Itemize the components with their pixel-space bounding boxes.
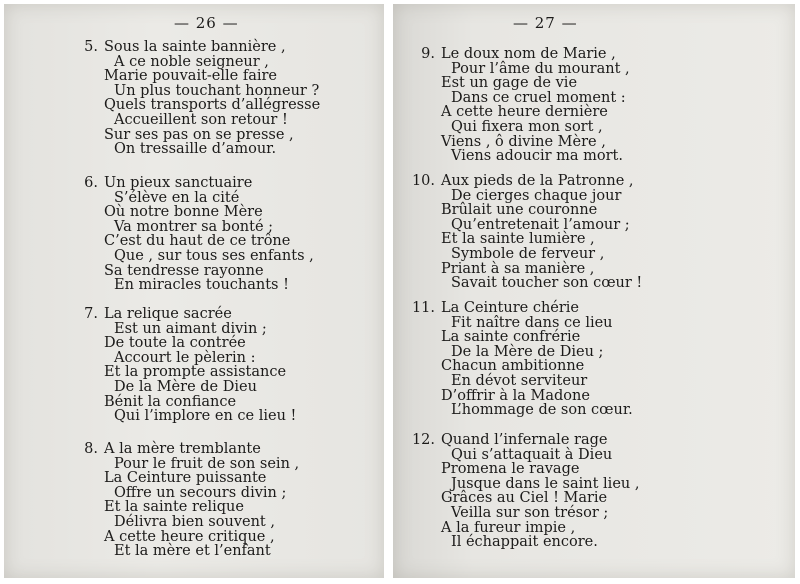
verse-line: Viens adoucir ma mort. (451, 148, 623, 165)
verse-line: Sous la sainte bannière , (104, 39, 286, 55)
verse-line: Que , sur tous ses enfants , (114, 247, 314, 264)
verse-line: Est un aimant divin ; (114, 320, 267, 337)
verse-line: De toute la contrée (104, 335, 246, 352)
stanza-number: 5. (84, 39, 98, 55)
verse-line: La Ceinture puissante (104, 470, 267, 487)
left-page (4, 4, 384, 578)
stanza-number: 9. (421, 46, 435, 62)
verse-line: C’est du haut de ce trône (104, 233, 291, 250)
verse-line: L’hommage de son cœur. (451, 402, 633, 419)
verse-line: Savait toucher son cœur ! (451, 275, 643, 292)
verse-line: Où notre bonne Mère (104, 204, 263, 221)
verse-line: Qui s’attaquait à Dieu (451, 446, 613, 463)
verse-line: Marie pouvait-elle faire (104, 68, 278, 85)
verse-line: En dévot serviteur (451, 372, 588, 389)
verse-line: Et la mère et l’enfant (114, 543, 271, 560)
stanza-lines (441, 47, 630, 164)
verse-line: Veilla sur son trésor ; (451, 504, 609, 521)
stanza-number: 6. (84, 175, 98, 191)
verse-line: A cette heure dernière (441, 104, 608, 121)
verse-line: De la Mère de Dieu ; (451, 343, 604, 360)
verse-line: Et la sainte relique (104, 499, 244, 516)
page-number-right: — 27 — (513, 14, 578, 32)
verse-line: Viens , ô divine Mère , (441, 133, 606, 150)
verse-line: Qu’entretenait l’amour ; (451, 216, 630, 233)
verse-line: Sur ses pas on se presse , (104, 126, 294, 143)
verse-line: Grâces au Ciel ! Marie (441, 490, 608, 507)
verse-line: Accueillent son retour ! (114, 111, 288, 128)
verse-line: La relique sacrée (104, 306, 232, 322)
stanza-lines (104, 40, 320, 157)
page-number-left: — 26 — (174, 14, 239, 32)
verse-line: Délivra bien souvent , (114, 513, 275, 530)
stanza-number: 12. (411, 432, 435, 448)
verse-line: Aux pieds de la Patronne , (441, 173, 634, 189)
verse-line: Offre un secours divin ; (114, 484, 287, 501)
stanza-number: 10. (411, 173, 435, 189)
verse-line: De cierges chaque jour (451, 187, 622, 204)
stanza-lines (104, 442, 299, 559)
stanza-lines (441, 174, 642, 291)
verse-line: Pour le fruit de son sein , (114, 455, 300, 472)
verse-line: La Ceinture chérie (441, 300, 580, 316)
verse-line: Qui fixera mon sort , (451, 118, 603, 135)
verse-line: Un plus touchant honneur ? (114, 82, 320, 99)
verse-line: Brûlait une couronne (441, 202, 598, 219)
verse-line: On tressaille d’amour. (114, 141, 277, 158)
verse-line: En miracles touchants ! (114, 277, 289, 294)
verse-line: Priant à sa manière , (441, 260, 595, 277)
verse-line: Dans ce cruel moment : (451, 89, 626, 106)
stanza-lines (104, 307, 296, 424)
verse-line: A cette heure critique , (104, 528, 275, 545)
verse-line: D’offrir à la Madone (441, 387, 590, 404)
stanza-lines (104, 176, 314, 293)
stanza-number: 7. (84, 306, 98, 322)
stanza-number: 11. (411, 300, 435, 316)
verse-line: Bénit la confiance (104, 393, 237, 410)
verse-line: La sainte confrérie (441, 329, 581, 346)
verse-line: A la mère tremblante (104, 441, 261, 457)
verse-line: Quand l’infernale rage (441, 432, 608, 448)
stanza-number: 8. (84, 441, 98, 457)
verse-line: Qui l’implore en ce lieu ! (114, 408, 297, 425)
verse-line: S’élève en la cité (114, 189, 240, 206)
verse-line: Va montrer sa bonté ; (114, 218, 274, 235)
verse-line: A ce noble seigneur , (114, 53, 269, 70)
verse-line: Jusque dans le saint lieu , (451, 475, 640, 492)
stanza-lines (441, 301, 633, 418)
stanza-lines (441, 433, 639, 550)
verse-line: Quels transports d’allégresse (104, 97, 321, 114)
right-page (393, 4, 795, 578)
verse-line: Un pieux sanctuaire (104, 175, 253, 191)
verse-line: Il échappait encore. (451, 534, 598, 551)
verse-line: Fit naître dans ce lieu (451, 314, 613, 331)
verse-line: De la Mère de Dieu (114, 378, 257, 395)
verse-line: Sa tendresse rayonne (104, 262, 264, 279)
verse-line: Promena le ravage (441, 461, 580, 478)
verse-line: Accourt le pèlerin : (114, 349, 256, 366)
verse-line: Le doux nom de Marie , (441, 46, 616, 62)
verse-line: Et la sainte lumière , (441, 231, 595, 248)
verse-line: Chacun ambitionne (441, 358, 585, 375)
verse-line: Symbole de ferveur , (451, 245, 605, 262)
verse-line: A la fureur impie , (441, 519, 576, 536)
verse-line: Et la prompte assistance (104, 364, 287, 381)
verse-line: Est un gage de vie (441, 75, 578, 92)
verse-line: Pour l’âme du mourant , (451, 60, 630, 77)
